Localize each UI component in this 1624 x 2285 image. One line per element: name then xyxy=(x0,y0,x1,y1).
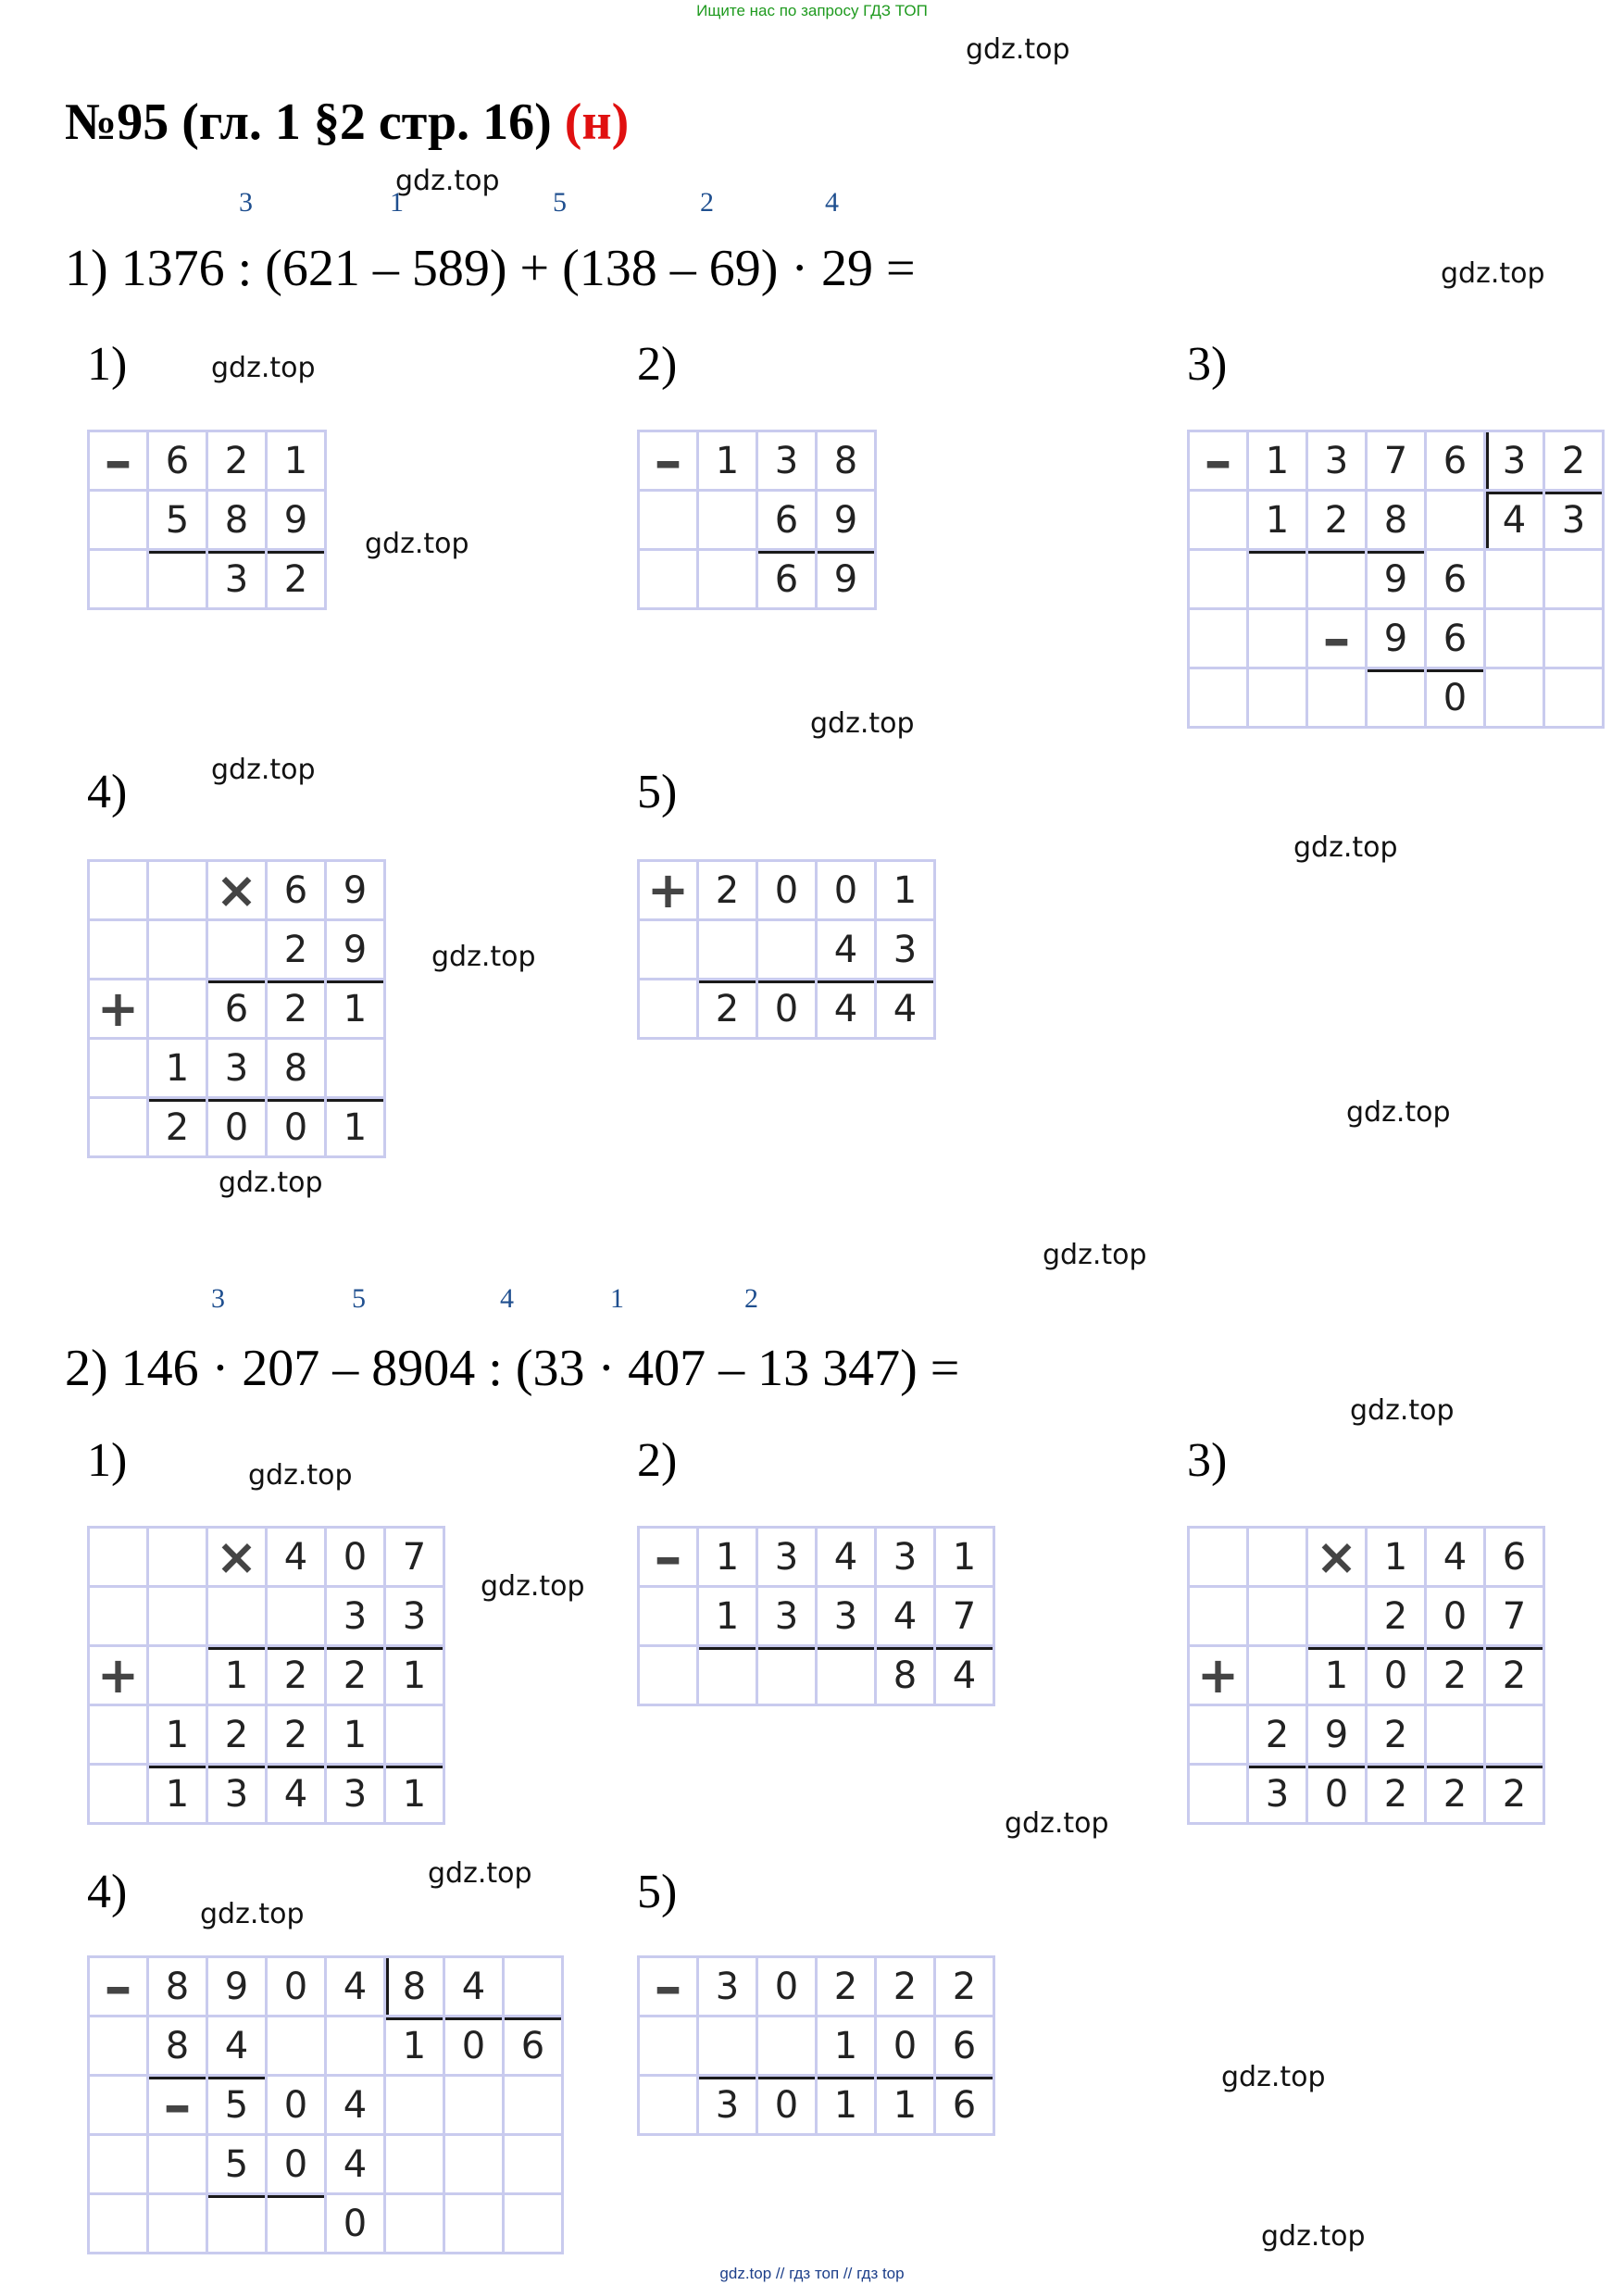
digit-cell: 3 xyxy=(699,2077,758,2136)
minus-sign: – xyxy=(640,1958,699,2017)
grid-cell xyxy=(640,1647,699,1706)
digit-cell: 1 xyxy=(327,1099,386,1158)
grid-cell xyxy=(90,551,149,610)
digit-cell: 6 xyxy=(758,551,818,610)
grid-cell xyxy=(149,1588,208,1647)
grid-cell xyxy=(208,2195,268,2254)
digit-cell: 0 xyxy=(1427,1588,1486,1647)
digit-cell: 1 xyxy=(699,1529,758,1588)
watermark: gdz.top xyxy=(1221,2061,1326,2093)
grid-cell xyxy=(90,1588,149,1647)
grid-cell xyxy=(90,2077,149,2136)
grid-cell xyxy=(327,1040,386,1099)
digit-cell: 2 xyxy=(149,1099,208,1158)
grid-cell xyxy=(640,921,699,980)
digit-cell: 2 xyxy=(327,1647,386,1706)
watermark: gdz.top xyxy=(1293,831,1398,864)
grid-cell xyxy=(1545,610,1605,669)
digit-cell: 9 xyxy=(1368,551,1427,610)
digit-cell: 6 xyxy=(268,862,327,921)
title-main: №95 (гл. 1 §2 стр. 16) xyxy=(65,94,552,151)
grid-cell xyxy=(758,921,818,980)
digit-cell: 1 xyxy=(386,1766,445,1825)
grid-cell xyxy=(1427,1706,1486,1766)
digit-cell: 6 xyxy=(936,2077,995,2136)
digit-cell: 1 xyxy=(1308,1647,1368,1706)
calc-grid-1-5 xyxy=(637,859,936,1040)
digit-cell: 3 xyxy=(327,1766,386,1825)
digit-cell: 2 xyxy=(1368,1766,1427,1825)
problem-2-expression: 2) 146 · 207 – 8904 : (33 · 407 – 13 347) = xyxy=(65,1340,960,1397)
digit-cell: 5 xyxy=(208,2077,268,2136)
grid-cell xyxy=(90,1529,149,1588)
digit-cell: 3 xyxy=(758,432,818,492)
grid-cell xyxy=(208,921,268,980)
grid-cell xyxy=(1368,669,1427,729)
digit-cell: 2 xyxy=(1545,432,1605,492)
calc-grid-2-2 xyxy=(637,1526,995,1706)
digit-cell: 4 xyxy=(1427,1529,1486,1588)
grid-cell xyxy=(90,862,149,921)
step-label: 4) xyxy=(87,766,128,818)
grid-cell xyxy=(640,2077,699,2136)
grid-cell xyxy=(386,2136,445,2195)
digit-cell: 4 xyxy=(208,2017,268,2077)
grid-cell xyxy=(149,921,208,980)
digit-cell: 3 xyxy=(386,1588,445,1647)
digit-cell: 3 xyxy=(699,1958,758,2017)
grid-cell xyxy=(505,1958,564,2017)
grid-cell xyxy=(1308,669,1368,729)
minus-sign: – xyxy=(90,432,149,492)
minus-sign: – xyxy=(640,432,699,492)
digit-cell: 4 xyxy=(327,2077,386,2136)
digit-cell: 4 xyxy=(877,1588,936,1647)
digit-cell: 0 xyxy=(268,2077,327,2136)
digit-cell: 4 xyxy=(818,1529,877,1588)
digit-cell: 0 xyxy=(758,980,818,1040)
digit-cell: 2 xyxy=(208,1706,268,1766)
digit-cell: 2 xyxy=(1368,1588,1427,1647)
digit-cell: 7 xyxy=(386,1529,445,1588)
digit-cell: 2 xyxy=(877,1958,936,2017)
grid-cell xyxy=(1249,1529,1308,1588)
digit-cell: 3 xyxy=(208,551,268,610)
grid-cell xyxy=(1190,610,1249,669)
calc-grid-1-3 xyxy=(1187,430,1605,729)
grid-cell xyxy=(1190,1529,1249,1588)
grid-cell xyxy=(505,2077,564,2136)
watermark: gdz.top xyxy=(481,1570,585,1603)
watermark: gdz.top xyxy=(1043,1239,1147,1271)
step-label: 5) xyxy=(637,766,678,818)
digit-cell: 1 xyxy=(818,2077,877,2136)
digit-cell: 5 xyxy=(208,2136,268,2195)
grid-cell xyxy=(90,492,149,551)
digit-cell: 4 xyxy=(327,2136,386,2195)
digit-cell: 1 xyxy=(149,1040,208,1099)
digit-cell: 1 xyxy=(208,1647,268,1706)
calc-grid-2-3 xyxy=(1187,1526,1545,1825)
grid-cell xyxy=(149,862,208,921)
digit-cell: 7 xyxy=(936,1588,995,1647)
page-title xyxy=(65,93,629,152)
digit-cell: 2 xyxy=(1308,492,1368,551)
digit-cell: 2 xyxy=(208,432,268,492)
watermark: gdz.top xyxy=(1005,1807,1109,1840)
digit-cell: 2 xyxy=(1486,1647,1545,1706)
watermark: gdz.top xyxy=(219,1167,323,1199)
calc-grid-1-2 xyxy=(637,430,877,610)
digit-cell: 3 xyxy=(1308,432,1368,492)
digit-cell: 2 xyxy=(1427,1647,1486,1706)
grid-cell xyxy=(1190,1766,1249,1825)
order-number: 1 xyxy=(610,1283,624,1314)
multiply-sign: × xyxy=(1308,1529,1368,1588)
grid-cell xyxy=(445,2077,505,2136)
grid-cell xyxy=(386,2077,445,2136)
watermark: gdz.top xyxy=(248,1459,353,1492)
plus-sign: + xyxy=(1190,1647,1249,1706)
grid-cell xyxy=(1486,669,1545,729)
grid-cell xyxy=(268,2017,327,2077)
grid-cell xyxy=(445,2195,505,2254)
step-label: 5) xyxy=(637,1866,678,1918)
digit-cell: 3 xyxy=(1486,432,1545,492)
grid-cell xyxy=(1486,610,1545,669)
digit-cell: 2 xyxy=(699,862,758,921)
grid-cell xyxy=(1249,551,1308,610)
digit-cell: 2 xyxy=(268,1706,327,1766)
grid-cell xyxy=(90,1040,149,1099)
watermark: gdz.top xyxy=(428,1857,532,1890)
grid-cell xyxy=(1545,669,1605,729)
watermark: gdz.top xyxy=(365,528,469,560)
digit-cell: 2 xyxy=(699,980,758,1040)
digit-cell: 2 xyxy=(268,921,327,980)
footer-note: gdz.top // гдз топ // гдз top xyxy=(719,2265,905,2282)
order-number: 5 xyxy=(352,1283,366,1314)
digit-cell: 3 xyxy=(758,1529,818,1588)
grid-cell xyxy=(1486,1706,1545,1766)
digit-cell: 0 xyxy=(327,2195,386,2254)
digit-cell: 3 xyxy=(208,1040,268,1099)
step-label: 1) xyxy=(87,1434,128,1487)
minus-sign: – xyxy=(1190,432,1249,492)
digit-cell: 1 xyxy=(149,1706,208,1766)
order-number: 2 xyxy=(744,1283,758,1314)
grid-cell xyxy=(1427,492,1486,551)
digit-cell: 4 xyxy=(268,1529,327,1588)
digit-cell: 5 xyxy=(149,492,208,551)
digit-cell: 2 xyxy=(268,1647,327,1706)
digit-cell: 0 xyxy=(758,862,818,921)
digit-cell: 6 xyxy=(1427,551,1486,610)
digit-cell: 1 xyxy=(386,2017,445,2077)
digit-cell: 9 xyxy=(268,492,327,551)
digit-cell: 6 xyxy=(1486,1529,1545,1588)
grid-cell xyxy=(699,492,758,551)
digit-cell: 0 xyxy=(208,1099,268,1158)
digit-cell: 8 xyxy=(877,1647,936,1706)
plus-sign: + xyxy=(640,862,699,921)
grid-cell xyxy=(699,2017,758,2077)
grid-cell xyxy=(1249,1588,1308,1647)
watermark: gdz.top xyxy=(1350,1394,1455,1427)
watermark: gdz.top xyxy=(966,33,1070,66)
grid-cell xyxy=(640,980,699,1040)
digit-cell: 8 xyxy=(386,1958,445,2017)
digit-cell: 2 xyxy=(936,1958,995,2017)
digit-cell: 2 xyxy=(268,551,327,610)
digit-cell: 4 xyxy=(818,980,877,1040)
digit-cell: 6 xyxy=(758,492,818,551)
digit-cell: 1 xyxy=(327,1706,386,1766)
digit-cell: 8 xyxy=(149,1958,208,2017)
digit-cell: 3 xyxy=(208,1766,268,1825)
grid-cell xyxy=(1308,551,1368,610)
digit-cell: 9 xyxy=(1368,610,1427,669)
digit-cell: 6 xyxy=(1427,610,1486,669)
digit-cell: 4 xyxy=(445,1958,505,2017)
digit-cell: 8 xyxy=(208,492,268,551)
order-number: 3 xyxy=(239,187,253,218)
grid-cell xyxy=(640,2017,699,2077)
grid-cell xyxy=(1190,1706,1249,1766)
digit-cell: 9 xyxy=(818,492,877,551)
digit-cell: 4 xyxy=(936,1647,995,1706)
title-marker: (н) xyxy=(564,94,630,151)
digit-cell: 6 xyxy=(1427,432,1486,492)
grid-cell xyxy=(149,551,208,610)
step-label: 1) xyxy=(87,338,128,391)
digit-cell: 1 xyxy=(327,980,386,1040)
digit-cell: 0 xyxy=(877,2017,936,2077)
grid-cell xyxy=(1190,551,1249,610)
grid-cell xyxy=(1249,669,1308,729)
grid-cell xyxy=(699,1647,758,1706)
calc-grid-2-1 xyxy=(87,1526,445,1825)
digit-cell: 8 xyxy=(268,1040,327,1099)
digit-cell: 8 xyxy=(149,2017,208,2077)
order-number: 2 xyxy=(700,187,714,218)
digit-cell: 1 xyxy=(268,432,327,492)
digit-cell: 2 xyxy=(1427,1766,1486,1825)
watermark: gdz.top xyxy=(1261,2220,1366,2253)
grid-cell xyxy=(90,921,149,980)
digit-cell: 9 xyxy=(327,921,386,980)
calc-grid-1-4 xyxy=(87,859,386,1158)
grid-cell xyxy=(640,551,699,610)
digit-cell: 0 xyxy=(1368,1647,1427,1706)
digit-cell: 1 xyxy=(1368,1529,1427,1588)
digit-cell: 7 xyxy=(1486,1588,1545,1647)
step-label: 4) xyxy=(87,1866,128,1918)
digit-cell: 1 xyxy=(699,1588,758,1647)
digit-cell: 8 xyxy=(1368,492,1427,551)
grid-cell xyxy=(1545,551,1605,610)
step-label: 3) xyxy=(1187,338,1228,391)
digit-cell: 1 xyxy=(1249,492,1308,551)
digit-cell: 9 xyxy=(327,862,386,921)
grid-cell xyxy=(386,2195,445,2254)
digit-cell: 9 xyxy=(1308,1706,1368,1766)
digit-cell: 6 xyxy=(936,2017,995,2077)
digit-cell: 1 xyxy=(1249,432,1308,492)
digit-cell: 3 xyxy=(327,1588,386,1647)
digit-cell: 9 xyxy=(208,1958,268,2017)
digit-cell: 0 xyxy=(758,2077,818,2136)
watermark: gdz.top xyxy=(431,941,536,973)
grid-cell xyxy=(640,492,699,551)
digit-cell: 0 xyxy=(818,862,877,921)
digit-cell: 2 xyxy=(818,1958,877,2017)
digit-cell: 0 xyxy=(445,2017,505,2077)
digit-cell: 4 xyxy=(268,1766,327,1825)
digit-cell: 4 xyxy=(877,980,936,1040)
digit-cell: 9 xyxy=(818,551,877,610)
order-number: 3 xyxy=(211,1283,225,1314)
grid-cell xyxy=(268,2195,327,2254)
digit-cell: 0 xyxy=(1427,669,1486,729)
grid-cell xyxy=(758,1647,818,1706)
digit-cell: 0 xyxy=(268,2136,327,2195)
digit-cell: 4 xyxy=(1486,492,1545,551)
digit-cell: 2 xyxy=(1486,1766,1545,1825)
grid-cell xyxy=(758,2017,818,2077)
digit-cell: 2 xyxy=(268,980,327,1040)
grid-cell xyxy=(818,1647,877,1706)
calc-grid-1-1 xyxy=(87,430,327,610)
digit-cell: 1 xyxy=(877,2077,936,2136)
minus-sign: – xyxy=(1308,610,1368,669)
multiply-sign: × xyxy=(208,1529,268,1588)
order-number: 1 xyxy=(390,187,404,218)
grid-cell xyxy=(445,2136,505,2195)
grid-cell xyxy=(1249,610,1308,669)
grid-cell xyxy=(1190,492,1249,551)
watermark: gdz.top xyxy=(211,352,316,384)
digit-cell: 7 xyxy=(1368,432,1427,492)
digit-cell: 1 xyxy=(699,432,758,492)
digit-cell: 4 xyxy=(327,1958,386,2017)
grid-cell xyxy=(149,1529,208,1588)
order-number: 5 xyxy=(553,187,567,218)
calc-grid-2-4 xyxy=(87,1955,564,2254)
step-label: 3) xyxy=(1187,1434,1228,1487)
minus-sign: – xyxy=(640,1529,699,1588)
grid-cell xyxy=(90,2195,149,2254)
grid-cell xyxy=(1190,1588,1249,1647)
digit-cell: 0 xyxy=(327,1529,386,1588)
grid-cell xyxy=(90,1706,149,1766)
digit-cell: 2 xyxy=(1249,1706,1308,1766)
watermark: gdz.top xyxy=(211,754,316,786)
grid-cell xyxy=(149,1647,208,1706)
digit-cell: 4 xyxy=(818,921,877,980)
digit-cell: 6 xyxy=(149,432,208,492)
digit-cell: 0 xyxy=(1308,1766,1368,1825)
digit-cell: 1 xyxy=(936,1529,995,1588)
digit-cell: 3 xyxy=(877,1529,936,1588)
digit-cell: 1 xyxy=(818,2017,877,2077)
grid-cell xyxy=(268,1588,327,1647)
step-label: 2) xyxy=(637,338,678,391)
digit-cell: 8 xyxy=(818,432,877,492)
minus-sign: – xyxy=(149,2077,208,2136)
grid-cell xyxy=(640,1588,699,1647)
step-label: 2) xyxy=(637,1434,678,1487)
grid-cell xyxy=(386,1706,445,1766)
grid-cell xyxy=(149,980,208,1040)
digit-cell: 6 xyxy=(208,980,268,1040)
digit-cell: 3 xyxy=(877,921,936,980)
grid-cell xyxy=(90,1766,149,1825)
header-note: Ищите нас по запросу ГДЗ ТОП xyxy=(696,2,928,19)
grid-cell xyxy=(327,2017,386,2077)
watermark: gdz.top xyxy=(395,165,500,197)
grid-cell xyxy=(699,551,758,610)
watermark: gdz.top xyxy=(810,707,915,740)
digit-cell: 6 xyxy=(505,2017,564,2077)
grid-cell xyxy=(1486,551,1545,610)
plus-sign: + xyxy=(90,980,149,1040)
grid-cell xyxy=(1190,669,1249,729)
watermark: gdz.top xyxy=(1441,257,1545,290)
digit-cell: 3 xyxy=(1249,1766,1308,1825)
grid-cell xyxy=(699,921,758,980)
digit-cell: 2 xyxy=(1368,1706,1427,1766)
digit-cell: 1 xyxy=(149,1766,208,1825)
calc-grid-2-5 xyxy=(637,1955,995,2136)
grid-cell xyxy=(505,2136,564,2195)
digit-cell: 1 xyxy=(877,862,936,921)
problem-1-expression: 1) 1376 : (621 – 589) + (138 – 69) · 29 = xyxy=(65,240,916,297)
digit-cell: 0 xyxy=(758,1958,818,2017)
digit-cell: 0 xyxy=(268,1958,327,2017)
grid-cell xyxy=(90,2136,149,2195)
digit-cell: 3 xyxy=(758,1588,818,1647)
grid-cell xyxy=(505,2195,564,2254)
grid-cell xyxy=(1308,1588,1368,1647)
digit-cell: 3 xyxy=(818,1588,877,1647)
digit-cell: 1 xyxy=(386,1647,445,1706)
digit-cell: 0 xyxy=(268,1099,327,1158)
digit-cell: 3 xyxy=(1545,492,1605,551)
multiply-sign: × xyxy=(208,862,268,921)
grid-cell xyxy=(208,1588,268,1647)
minus-sign: – xyxy=(90,1958,149,2017)
watermark: gdz.top xyxy=(1346,1096,1451,1129)
grid-cell xyxy=(1249,1647,1308,1706)
grid-cell xyxy=(149,2136,208,2195)
grid-cell xyxy=(149,2195,208,2254)
grid-cell xyxy=(90,2017,149,2077)
watermark: gdz.top xyxy=(200,1898,305,1930)
order-number: 4 xyxy=(500,1283,514,1314)
order-number: 4 xyxy=(825,187,839,218)
plus-sign: + xyxy=(90,1647,149,1706)
grid-cell xyxy=(90,1099,149,1158)
